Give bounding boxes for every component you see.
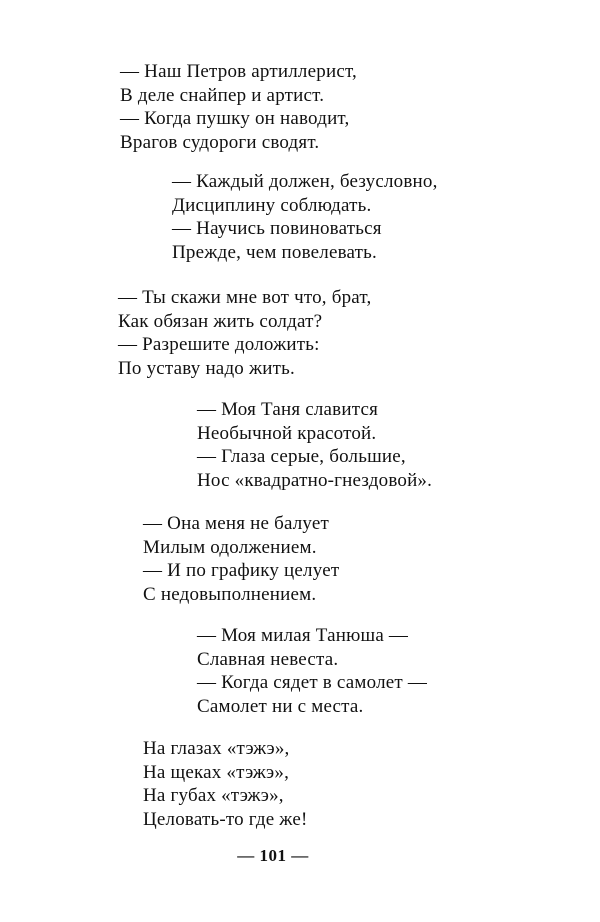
verse-line: — Научись повиноваться	[172, 218, 382, 240]
verse-line: — И по графику целует	[143, 560, 340, 582]
verse-line: Целовать-то где же!	[143, 809, 308, 831]
stanza-3	[118, 286, 371, 381]
page-number: — 101 —	[237, 846, 309, 865]
verse-line: По уставу надо жить.	[118, 358, 295, 380]
verse-line: — Наш Петров артиллерист,	[120, 61, 357, 82]
verse-line: Нос «квадратно-гнездовой».	[197, 470, 433, 492]
verse-line: С недовыполнением.	[143, 584, 317, 606]
verse-line: Необычной красотой.	[197, 422, 377, 444]
verse-line: — Глаза серые, большие,	[197, 446, 406, 468]
verse-line: На щеках «тэжэ»,	[143, 761, 290, 783]
verse-line: — Моя Таня славится	[197, 399, 379, 420]
verse-line: В деле снайпер и артист.	[120, 84, 325, 106]
verse-line: — Она меня не балует	[143, 513, 330, 534]
verse-line: — Ты скажи мне вот что, брат,	[118, 287, 372, 308]
stanza-5	[143, 512, 339, 607]
stanza-1	[120, 60, 357, 155]
verse-line: Врагов судороги сводят.	[120, 132, 320, 154]
verse-line: — Когда сядет в самолет —	[197, 672, 428, 694]
verse-line: — Моя милая Танюша —	[197, 625, 409, 646]
verse-line: Самолет ни с места.	[197, 696, 364, 718]
verse-line: Дисциплину соблюдать.	[172, 194, 372, 216]
stanza-6	[197, 624, 427, 719]
stanza-2	[172, 170, 438, 265]
verse-line: На губах «тэжэ»,	[143, 785, 284, 807]
verse-line: Милым одолжением.	[143, 536, 317, 558]
verse-line: На глазах «тэжэ»,	[143, 738, 290, 759]
stanza-4	[197, 398, 432, 493]
verse-line: — Когда пушку он наводит,	[120, 108, 350, 130]
verse-line: Как обязан жить солдат?	[118, 310, 323, 332]
verse-line: — Каждый должен, безусловно,	[172, 171, 438, 192]
verse-line: Прежде, чем повелевать.	[172, 242, 377, 264]
stanza-7	[143, 737, 308, 832]
verse-line: — Разрешите доложить:	[118, 334, 320, 356]
verse-line: Славная невеста.	[197, 648, 339, 670]
